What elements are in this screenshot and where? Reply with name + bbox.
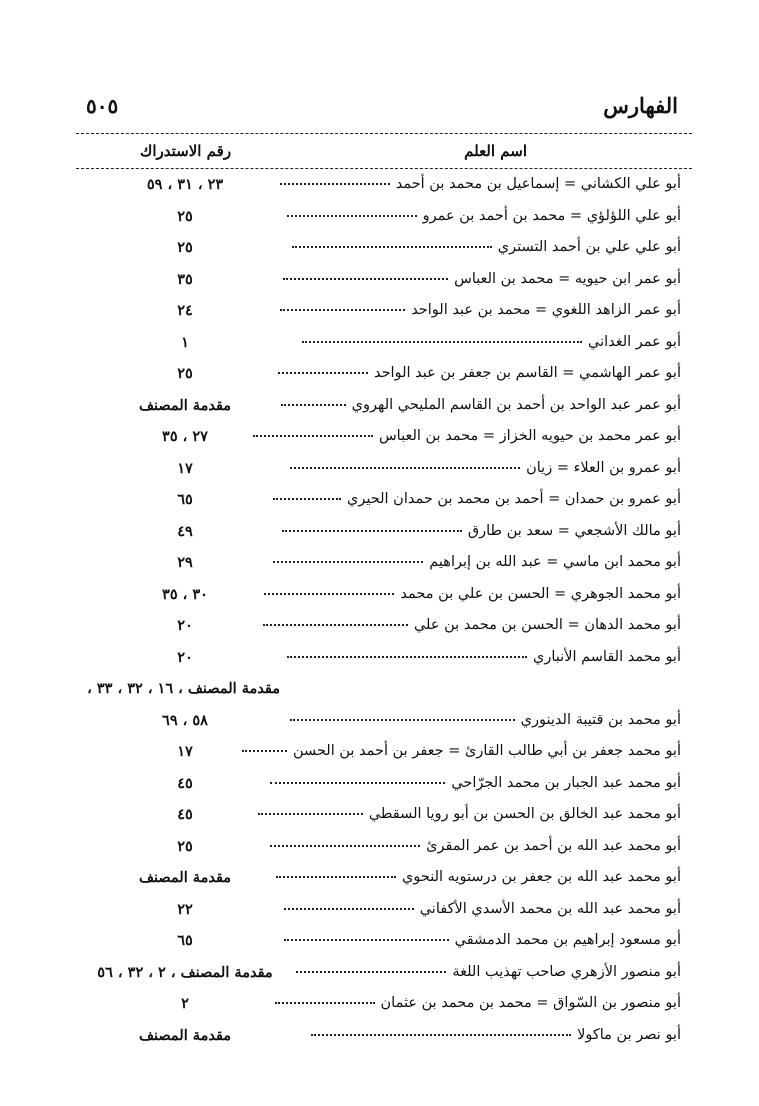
- dot-leader: [296, 970, 446, 973]
- index-entry: [0, 707, 759, 739]
- entry-name: [283, 271, 681, 287]
- entry-name: [275, 995, 682, 1011]
- index-entry: [0, 203, 759, 235]
- entry-reference: مقدمة المصنف: [138, 869, 232, 886]
- entry-reference: ٢٢: [177, 900, 193, 918]
- entry-name: [264, 586, 681, 602]
- entry-reference: مقدمة المصنف: [138, 1026, 232, 1044]
- entry-reference: ٢: [181, 995, 189, 1012]
- index-entry: [0, 171, 759, 203]
- entry-name: [282, 523, 681, 539]
- entry-reference: ٦٥: [177, 491, 193, 508]
- entry-name-text: أبو محمد عبد الله بن أحمد بن عمر المقرئ: [426, 837, 681, 854]
- dot-leader: [270, 844, 420, 847]
- index-entry: [0, 581, 759, 613]
- entry-name-text: أبو علي اللؤلؤي = محمد بن أحمد بن عمرو: [422, 207, 681, 224]
- index-entry: [0, 675, 759, 707]
- entry-reference: ٤٩: [177, 522, 193, 540]
- entry-reference: ٢٥: [177, 837, 193, 855]
- entry-name: [258, 806, 681, 822]
- dot-leader: [263, 623, 408, 626]
- dot-leader: [290, 718, 515, 721]
- entry-name: [311, 1027, 681, 1043]
- entry-name: [278, 365, 681, 381]
- column-header-name: اسم العلم: [464, 142, 527, 160]
- index-entry: [0, 927, 759, 959]
- entry-name-text: أبو محمد ابن ماسي = عبد الله بن إبراهيم: [429, 554, 681, 570]
- index-entry: [0, 864, 759, 896]
- dot-leader: [280, 308, 405, 311]
- index-entry: [0, 234, 759, 266]
- entry-name-text: أبو منصور الأزهري صاحب تهذيب اللغة: [452, 963, 681, 980]
- dot-leader: [284, 907, 414, 910]
- index-entry: [0, 959, 759, 991]
- dot-leader: [273, 560, 423, 563]
- entry-name-text: أبو محمد عبد الجبار بن محمد الجرّاحي: [451, 774, 681, 791]
- entry-reference: ٤٥: [177, 806, 193, 823]
- index-entry: [0, 455, 759, 487]
- entry-reference: مقدمة المصنف ، ١٦ ، ٣٢ ، ٣٣ ،: [87, 680, 280, 697]
- entry-reference: ٢٠: [177, 648, 193, 666]
- entry-name: [284, 932, 681, 948]
- index-entry: [0, 518, 759, 550]
- index-entry: [0, 612, 759, 644]
- entry-reference: ٢٤: [177, 302, 193, 319]
- entry-name-text: أبو عمر محمد بن حيويه الخزاز = محمد بن العباس: [378, 428, 681, 444]
- entry-name: [270, 838, 681, 854]
- entry-name: [296, 964, 681, 980]
- dot-leader: [287, 214, 417, 217]
- entry-name: [253, 428, 681, 444]
- entry-reference: ٢٥: [177, 239, 193, 256]
- dot-leader: [302, 340, 582, 343]
- entry-name: [287, 208, 681, 224]
- entry-name-text: أبو عمر الغداني: [587, 333, 681, 350]
- entry-reference: ١٧: [177, 743, 193, 760]
- index-entry: [0, 329, 759, 361]
- entry-name-text: أبو محمد القاسم الأنباري: [533, 648, 681, 665]
- entry-name: [273, 491, 681, 507]
- entry-name-text: أبو محمد الجوهري = الحسن بن علي بن محمد: [400, 585, 681, 602]
- entry-name: [270, 775, 681, 791]
- entry-name: [284, 901, 681, 917]
- index-entry: [0, 423, 759, 455]
- index-entry: [0, 644, 759, 676]
- entry-name: [280, 176, 681, 192]
- dot-leader: [273, 497, 341, 500]
- dot-leader: [287, 655, 527, 658]
- entry-name-text: أبو محمد الدهان = الحسن بن محمد بن علي: [413, 617, 681, 633]
- dot-leader: [264, 592, 394, 595]
- dot-leader: [270, 781, 445, 784]
- entry-reference: ٣٠ ، ٣٥: [162, 585, 208, 603]
- dot-leader: [292, 245, 492, 248]
- entry-reference: مقدمة المصنف ، ٢ ، ٣٢ ، ٥٦: [97, 963, 273, 981]
- entry-name: [273, 554, 681, 570]
- dot-leader: [290, 466, 520, 469]
- entry-name-text: أبو محمد عبد الخالق بن الحسن بن أبو رويا السقطي: [368, 806, 681, 822]
- entry-reference: ٢٥: [177, 207, 193, 225]
- entry-reference: ٦٥: [177, 932, 193, 949]
- entry-name-text: أبو عمر الهاشمي = القاسم بن جعفر بن عبد الواحد: [373, 365, 681, 381]
- entry-name: [281, 397, 681, 413]
- entry-reference: ٢٠: [177, 617, 193, 634]
- entry-reference: ٢٣ ، ٣١ ، ٥٩: [146, 176, 224, 193]
- entry-reference: ٣٥: [177, 270, 193, 288]
- entry-name-text: أبو عمرو بن حمدان = أحمد بن محمد بن حمدان الحيري: [347, 491, 681, 507]
- index-entry: [0, 990, 759, 1022]
- dot-leader: [283, 277, 448, 280]
- entry-reference: ٢٧ ، ٣٥: [162, 428, 208, 445]
- index-entry: [0, 360, 759, 392]
- entry-name-text: أبو عمرو بن العلاء = زيان: [526, 459, 681, 476]
- index-entry: [0, 833, 759, 865]
- column-header-ref: رقم الاستدراك: [140, 142, 232, 160]
- page-header: [86, 86, 678, 118]
- index-entry: [0, 486, 759, 518]
- entry-name-text: أبو علي الكشاني = إسماعيل بن محمد بن أحمد: [395, 176, 681, 192]
- index-entry: [0, 297, 759, 329]
- entry-name-text: أبو محمد بن قتيبة الدينوري: [520, 711, 681, 728]
- entry-name: [276, 869, 681, 885]
- entry-name: [287, 649, 681, 665]
- entry-reference: ٥٨ ، ٦٩: [162, 711, 208, 729]
- index-entry: [0, 896, 759, 928]
- entry-name-text: أبو محمد عبد الله بن جعفر بن درستويه النحوي: [402, 869, 681, 885]
- index-list: [0, 171, 759, 1053]
- entry-name-text: أبو محمد عبد الله بن محمد الأسدي الأكفاني: [419, 900, 681, 917]
- entry-name: [280, 302, 681, 318]
- entry-reference: ١: [181, 333, 189, 351]
- column-header-divider: [76, 168, 692, 169]
- dot-leader: [278, 371, 368, 374]
- entry-reference: ٢٩: [177, 554, 193, 571]
- entry-reference: مقدمة المصنف: [138, 396, 232, 414]
- entry-name: [242, 743, 681, 759]
- entry-reference: ٢٥: [177, 365, 193, 382]
- entry-name-text: أبو عمر الزاهد اللغوي = محمد بن عبد الواحد: [411, 302, 681, 318]
- dot-leader: [284, 938, 449, 941]
- entry-name: [263, 617, 681, 633]
- entry-name-text: أبو مسعود إبراهيم بن محمد الدمشقي: [454, 932, 681, 948]
- entry-name-text: أبو مالك الأشجعي = سعد بن طارق: [467, 522, 681, 539]
- entry-name-text: أبو محمد جعفر بن أبي طالب القارئ = جعفر بن أحمد بن الحسن: [292, 743, 681, 759]
- dot-leader: [276, 875, 396, 878]
- entry-name-text: أبو عمر ابن حيويه = محمد بن العباس: [454, 270, 681, 287]
- entry-reference: ١٧: [177, 459, 193, 477]
- entry-name-text: أبو عمر عبد الواحد بن أحمد بن القاسم المليحي الهروي: [351, 396, 681, 413]
- entry-name-text: أبو نصر بن ماكولا: [577, 1026, 681, 1043]
- page-title: الفهارس: [603, 93, 678, 118]
- header-divider: [76, 133, 692, 134]
- entry-name: [292, 239, 681, 255]
- index-entry: [0, 770, 759, 802]
- dot-leader: [311, 1033, 571, 1036]
- index-entry: [0, 266, 759, 298]
- entry-reference: ٤٥: [177, 774, 193, 792]
- page-number: ٥٠٥: [86, 94, 119, 118]
- dot-leader: [275, 1001, 375, 1004]
- dot-leader: [280, 182, 390, 185]
- entry-name: [290, 460, 681, 476]
- index-entry: [0, 392, 759, 424]
- entry-name: [302, 334, 681, 350]
- dot-leader: [282, 529, 462, 532]
- entry-name: [290, 712, 681, 728]
- index-entry: [0, 549, 759, 581]
- index-entry: [0, 738, 759, 770]
- index-entry: [0, 801, 759, 833]
- entry-name-text: أبو منصور بن السّواق = محمد بن محمد بن عثمان: [380, 995, 681, 1011]
- index-entry: [0, 1022, 759, 1054]
- dot-leader: [281, 403, 346, 406]
- entry-name-text: أبو علي علي بن أحمد التستري: [497, 239, 681, 255]
